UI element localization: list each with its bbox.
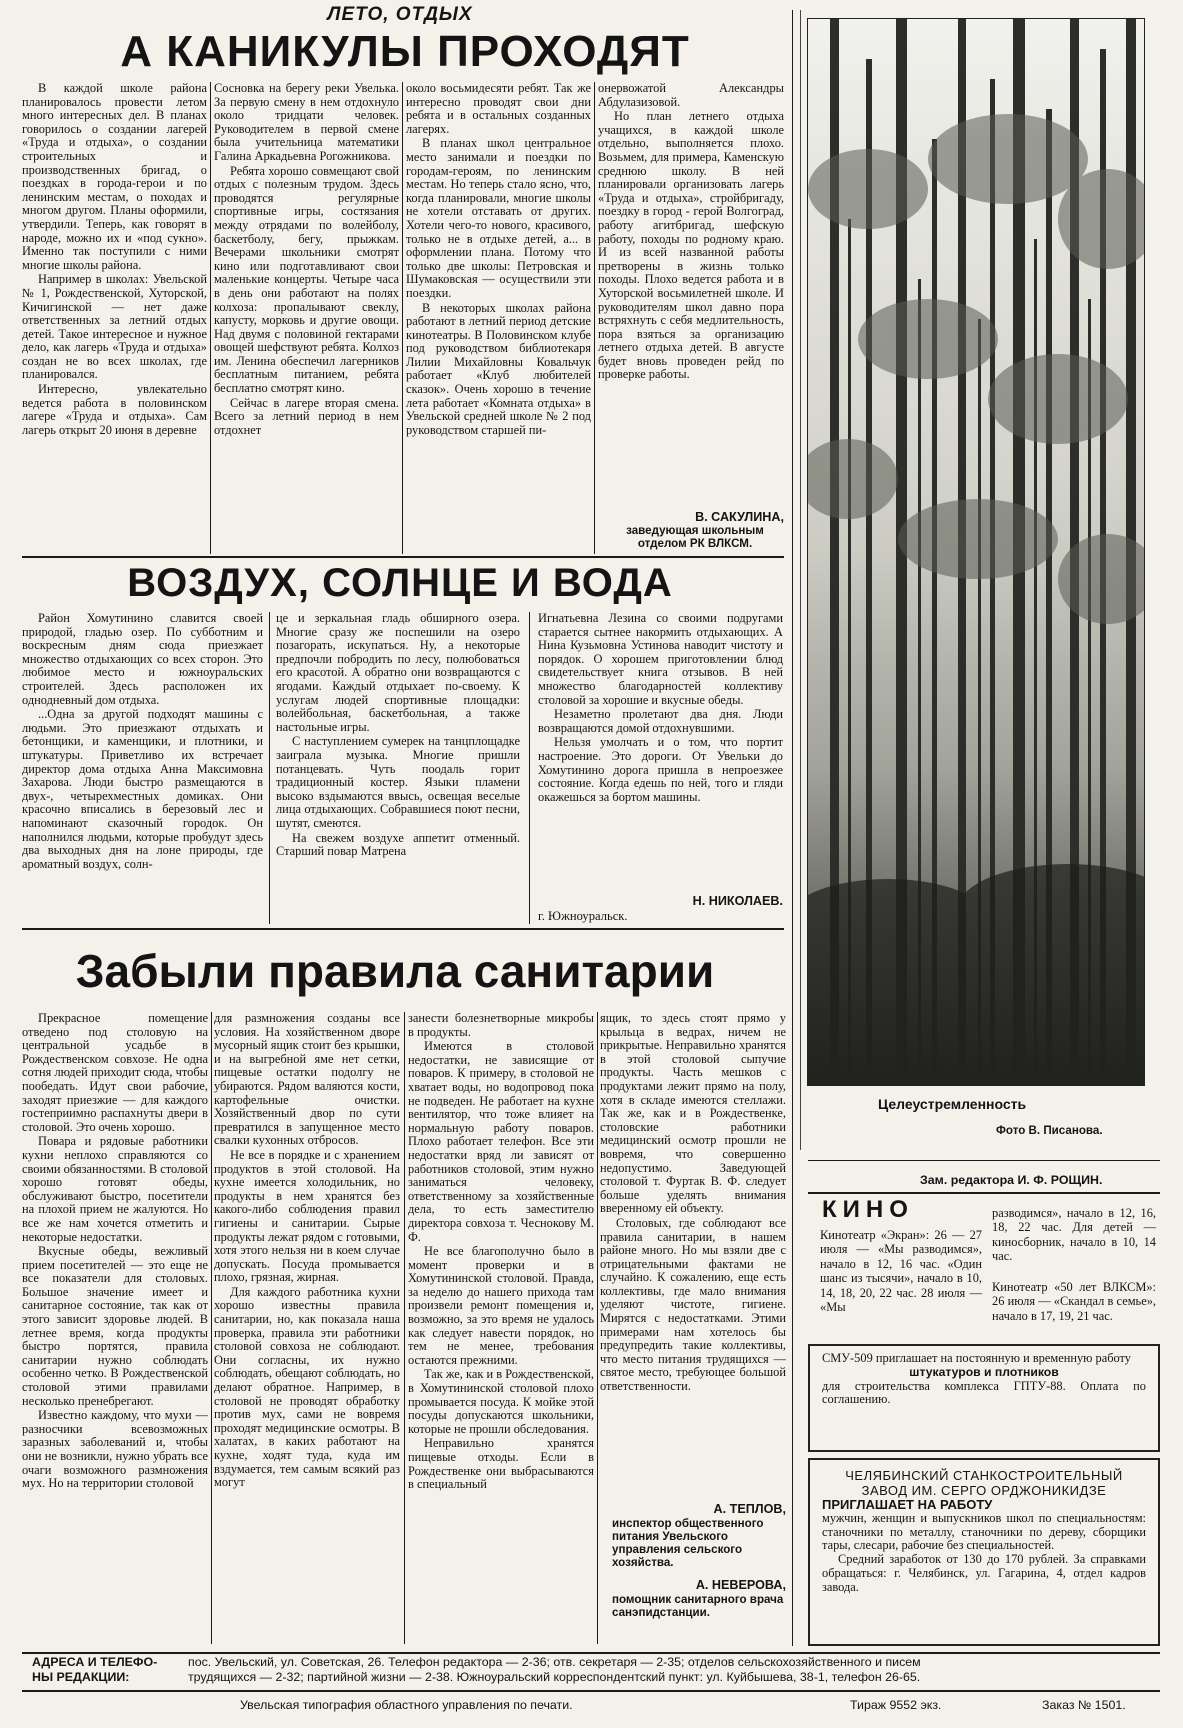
article1-column-3 bbox=[406, 82, 591, 554]
article3-paragraph: ящик, то здесь стоят прямо у крыльца в ведрах, ничем не прикрытые. Неправильно хранятся в этой столовой сыпучие продукты. Часть мешков с продуктами лежит прямо на полу, хотя в складе имеются стеллажи. Так же, как и в Рождественке, столовские работники медицинский осмотр прошли не вовремя, что совершенно недопустимо. Заведующей столовой т. Фуртак В. Ф. следует больше уделять внимания вверенному ей объекту. bbox=[600, 1012, 786, 1216]
article3-column-1 bbox=[22, 1012, 208, 1644]
footer-label-1: АДРЕСА И ТЕЛЕФО- bbox=[32, 1655, 158, 1669]
article2-author: Н. НИКОЛАЕВ. bbox=[692, 894, 783, 908]
article1-column-4 bbox=[598, 82, 784, 512]
photo-caption: Целеустремленность bbox=[878, 1096, 1027, 1112]
article3-paragraph: Прекрасное помещение отведено под столовую на центральной усадьбе в Рождественском совхозе. Не одна сотня людей приходит сюда, чтобы пообедать. Идут свои рабочие, заходят приезжие — для каждого гостеприимно распахнуты двери в столовой. Это очень хорошо. bbox=[22, 1012, 208, 1134]
article2-paragraph: Район Хомутинино славится своей природой, гладью озер. По субботним и воскресным дням сюда приезжает множество отдыхающих со всех сторон. Это любимое место и южноуральских строителей. Здесь расположен их однодневный дом отдыха. bbox=[22, 612, 263, 707]
column-divider bbox=[269, 612, 270, 924]
article1-author-title: заведующая школьным отделом РК ВЛКСМ. bbox=[626, 524, 764, 550]
footer-label-2: НЫ РЕДАКЦИИ: bbox=[32, 1670, 130, 1684]
article1-column-2 bbox=[214, 82, 399, 554]
article1-author: В. САКУЛИНА, bbox=[695, 510, 784, 524]
cinema-col1: Кинотеатр «Экран»: 26 — 27 июля — «Мы разводимся», начало в 12, 16 час. «Один шанс из тысячи», начало в 10, 14, 18, 20, 22 час. 28 июля — «Мы bbox=[820, 1228, 982, 1315]
article3-column-4 bbox=[600, 1012, 786, 1496]
column-divider bbox=[211, 1012, 212, 1644]
article1-paragraph: В каждой школе района планировалось провести летом много интересных дел. В планах говорилось о создании лагерей «Труда и отдыха», о создании строительных и производственных бригад, о поездках в города-герои и по ленинским местам, о походах и многом другом. Планы оформили, утвердили. Теперь, как говорят в народе, можно их и «под сукно». Именно так поступили с ними многие школы района. bbox=[22, 82, 207, 272]
article3-paragraph: Известно каждому, что мухи — разносчики всевозможных заразных заболеваний и, чтобы они не возникли, нужно убрать все очаги возможного размножения мух. Но на территории столовой bbox=[22, 1408, 208, 1491]
deputy-editor: Зам. редактора И. Ф. РОЩИН. bbox=[920, 1173, 1103, 1187]
article2-paragraph: ...Одна за другой подходят машины с людьми. Это приезжают отдыхать и бетонщики, и каменщики, и плотники, и штукатуры. Приветливо их встречает директор дома отдыха Анна Максимовна Захарова. Люди быстро размещаются в двух-, четырехместных домиках. Они красочно вписались в березовый лес и напоминают сказочный городок. Он наполнился людьми, которые пробудут здесь два выходных дня на лоне природы, где ароматный воздух, солн- bbox=[22, 707, 263, 871]
article3-author-2: А. НЕВЕРОВА, bbox=[695, 1578, 786, 1592]
article2-paragraph: На свежем воздухе аппетит отменный. Старший повар Матрена bbox=[276, 830, 520, 859]
article3-paragraph: Вкусные обеды, вежливый прием посетителей — это еще не все показатели для столовых. Большое значение имеет и санитарное состояние, так как от этого зависит здоровье людей. В летнее время, когда продукты быстро портятся, правила санитарии нужно соблюдать особенно четко. В Рождественской столовой этими правилами несколько пренебрегают. bbox=[22, 1244, 208, 1408]
article3-author-1-title: инспектор общественного питания Увельского управления сельского хозяйства. bbox=[612, 1517, 764, 1569]
article2-bottom-rule bbox=[22, 928, 784, 930]
article2-column-3 bbox=[538, 612, 783, 894]
article3-paragraph: Неправильно хранятся пищевые отходы. Если в Рождественке они выбрасываются в специальный bbox=[408, 1436, 594, 1492]
footer-circulation: Тираж 9552 экз. bbox=[850, 1698, 942, 1712]
article3-paragraph: занести болезнетворные микробы в продукты. bbox=[408, 1012, 594, 1039]
deputy-editor-rule bbox=[808, 1160, 1160, 1161]
photo-box-frame bbox=[800, 10, 801, 1150]
section-label: ЛЕТО, ОТДЫХ bbox=[327, 4, 473, 25]
article2-paragraph: Незаметно пролетают два дня. Люди возвращаются домой отдохнувшими. bbox=[538, 707, 783, 735]
photo-credit: Фото В. Писанова. bbox=[996, 1124, 1103, 1137]
column-divider bbox=[594, 82, 595, 554]
cinema-col2b: Кинотеатр «50 лет ВЛКСМ»: 26 июля — «Скандал в семье», начало в 17, 19, 21 час. bbox=[992, 1280, 1156, 1323]
article2-paragraph: це и зеркальная гладь обширного озера. Многие сразу же поспешили на озеро позагорать, искупаться. Ну, а некоторые предпочли побродить по лесу, полюбоваться его красотой. А обратно они возвращаются с ягодами. Каждый отдыхает по-своему. К услугам людей спортивные площадки: волейбольная, баскетбольная, а также настольные игры. bbox=[276, 612, 520, 734]
article1-paragraph: онервожатой Александры Абдулазизовой. bbox=[598, 82, 784, 109]
ad-chelyabinsk-plant bbox=[808, 1458, 1160, 1646]
forest-photo bbox=[807, 18, 1145, 1086]
article3-paragraph: Так же, как и в Рождественской, в Хомутининской столовой плохо промывается посуда. К мойке этой посуды допускаются школьники, которые не прошли обследования. bbox=[408, 1367, 594, 1436]
article3-column-3 bbox=[408, 1012, 594, 1644]
article2-paragraph: Нельзя умолчать и о том, что портит настроение. Это дороги. От Увельки до Хомутинино дорога пришла в непроезжее состояние. Когда едешь по ней, того и гляди окажешься за бортом машины. bbox=[538, 735, 783, 804]
ad-plant-invite: ПРИГЛАШАЕТ НА РАБОТУ bbox=[822, 1497, 993, 1512]
article3-paragraph: Имеются в столовой недостатки, не зависящие от поваров. К примеру, в столовой не хватает воды, но водопровод пока не подведен. Не работает на кухне вентилятор, что тоже влияет на нормальную работу поваров. Плохо работает телефон. Все эти недостатки вряд ли зависят от работников столовой, этим нужно заниматься человеку, ответственному за хозяйственные дела, то есть заместителю директора совхоза т. Чеснокову М. Ф. bbox=[408, 1039, 594, 1244]
article1-paragraph: Например в школах: Увельской № 1, Рождественской, Хуторской, Кичигинской — нет даже ответственных за летний отдых детей. Такое интересное и нужное дело, как лагерь «Труда и отдыха» создан не во всех школах, где планировался. bbox=[22, 272, 207, 382]
column-divider bbox=[404, 1012, 405, 1644]
column-divider bbox=[529, 612, 530, 924]
deputy-editor-rule-bottom bbox=[808, 1192, 1160, 1194]
article3-paragraph: Не все в порядке и с хранением продуктов в этой столовой. На кухне имеется холодильник, но продукты в нем хранятся без какого-либо соблюдения правил гигиены и санитарии. Сырые продукты лежат рядом с готовыми, хотя этого нельзя ни в коем случае допускать. Посуда промывается плохо, грязная, жирная. bbox=[214, 1147, 400, 1285]
article1-column-1 bbox=[22, 82, 207, 554]
article3-paragraph: для размножения созданы все условия. На хозяйственном дворе мусорный ящик стоит без крышки, и на выгребной яме нет сетки, пищевые остатки подолгу не убираются. Рядом валяются кости, картофельные очистки. Хозяйственный двор по сути превратился в запущенное место свалки кухонных отбросов. bbox=[214, 1012, 400, 1148]
article2-place: г. Южноуральск. bbox=[538, 909, 628, 923]
footer-rule-mid bbox=[22, 1690, 1160, 1692]
article1-paragraph: В некоторых школах района работают в летний период детские кинотеатры. В Половинском клубе под руководством библиотекаря Лилии Михайловны Ковальчук работает «Клуб любителей сказок». Очень хорошо в течение лета работает «Комната отдыха» в Увельской средней школе № 2 под руководством старшей пи- bbox=[406, 300, 591, 437]
column-divider bbox=[402, 82, 403, 554]
article1-paragraph: Но план летнего отдыха учащихся, в каждой школе отдельно, выполняется плохо. Возьмем, для примера, Каменскую среднюю школу. В ней планировали организовать лагерь «Труда и отдыха», стройбригаду, поездку в город - герой Волгоград, работу агитбригад, шефскую работу, походы по родному краю. И из всей названной работы претворены в жизнь только походы. Плохо ведется работа и в Хуторской восьмилетней школе. И руководителям школ давно пора встряхнуть с себя медлительность, пора взяться за организацию летнего отдыха детей. В августе будет вновь проведен рейд по проверке работы. bbox=[598, 109, 784, 382]
right-column-divider bbox=[792, 10, 793, 1646]
article1-paragraph: Интересно, увлекательно ведется работа в половинском лагере «Труда и отдыха». Сам лагерь открыт 20 июня в деревне bbox=[22, 382, 207, 437]
footer-rule-top bbox=[22, 1652, 1160, 1654]
ad-smu-509 bbox=[808, 1344, 1160, 1452]
footer-order: Заказ № 1501. bbox=[1042, 1698, 1126, 1712]
article3-author-2-title: помощник санитарного врача санэпидстанции. bbox=[612, 1593, 784, 1619]
article2-paragraph: С наступлением сумерек на танцплощадке заиграла музыка. Многие пришли потанцевать. Чуть поодаль горит традиционный костер. Языки пламени высоко вздымаются ввысь, освещая веселые лица отдыхающих. Собравшиеся поют песни, шутят, смеются. bbox=[276, 734, 520, 830]
article2-column-1 bbox=[22, 612, 263, 924]
ad-plant-body2: Средний заработок от 130 до 170 рублей. За справками обращаться: г. Челябинск, ул. Гагарина, 4, отдел кадров завода. bbox=[822, 1552, 1146, 1594]
article3-paragraph: Для каждого работника кухни хорошо известны правила санитарии, но, как показала наша проверка, правила эти работники столовой совхоза не соблюдают. Они согласны, их нужно соблюдать, обещают соблюдать, но делают обратное. Например, в столовой не проводят обработку против мух, сами не вовремя проходят медицинские осмотры. В халатах, в каких работают на кухне, ходят туда, куда им вздумается, тем самым всякий раз могут bbox=[214, 1284, 400, 1490]
article3-headline: Забыли правила санитарии bbox=[75, 945, 715, 997]
footer-address-line-1: пос. Увельский, ул. Советская, 26. Телефон редактора — 2-36; отв. секретаря — 2-35; отделов сельскохозяйственного и писем bbox=[188, 1655, 921, 1669]
article1-paragraph: Ребята хорошо совмещают свой отдых с полезным трудом. Здесь проводятся регулярные спортивные игры, состязания между отрядами по волейболу, баскетболу, бегу, прыжкам. Вечерами школьники смотрят кино или подготавливают свои маленькие концерты. Четыре часа в день они работают на полях колхоза: пропалывают свеклу, капусту, морковь и другие овощи. Над двумя с половиной гектарами овощей шефствуют ребята. Колхоз им. Ленина обеспечил лагерников бесплатным питанием, ребята бесплатно смотрят кино. bbox=[214, 163, 399, 396]
article2-paragraph: Игнатьевна Лезина со своими подругами старается сытнее накормить отдыхающих. А Нина Кузьмовна Устинова наводит чистоту и порядок. О хорошем приготовлении блюд свидетельствует книга отзывов. В ней множество благодарностей коллективу столовой за хорошие и вкусные обеды. bbox=[538, 612, 783, 707]
article3-paragraph: Столовых, где соблюдают все правила санитарии, в нашем районе много. Но мы взяли две с отрицательными фактами не случайно. К сожалению, еще есть коллективы, где мало внимания уделяют чистоте, гигиене. Мирятся с недостатками. Этими примерами нам хотелось бы предупредить такие коллективы, что место питания трудящихся — святое место, требующее большой ответственности. bbox=[600, 1215, 786, 1394]
article1-paragraph: около восьмидесяти ребят. Так же интересно проводят свои дни ребята и в остальных созданных лагерях. bbox=[406, 82, 591, 136]
article1-paragraph: В планах школ центральное место занимали и поездки по городам-героям, по ленинским местам. Но теперь стало ясно, что, когда планировали, многие школы не хотели отставать от других. Хотели чего-то нового, красивого, только не в отдыхе детей, а... в оформлении плана. Потому что только две школы: Петровская и Шумаковская — осуществили эти поездки. bbox=[406, 136, 591, 300]
footer-printer: Увельская типография областного управления по печати. bbox=[240, 1698, 573, 1712]
cinema-title: КИНО bbox=[822, 1196, 914, 1223]
ad-smu-rest: для строительства комплекса ГПТУ-88. Оплата по соглашению. bbox=[822, 1378, 1146, 1407]
article3-author-1: А. ТЕПЛОВ, bbox=[713, 1502, 786, 1516]
column-divider bbox=[597, 1012, 598, 1644]
article1-paragraph: Сосновка на берегу реки Увелька. За первую смену в нем отдохнуло около тридцати человек. Руководителем в первой смене была учительница математики Галина Аркадьевна Рогожникова. bbox=[214, 82, 399, 163]
ad-smu-intro: СМУ-509 приглашает на постоянную и временную работу bbox=[822, 1351, 1131, 1365]
article1-paragraph: Сейчас в лагере вторая смена. Всего за летний период в нем отдохнет bbox=[214, 395, 399, 437]
article2-headline: ВОЗДУХ, СОЛНЦЕ И ВОДА bbox=[127, 561, 673, 605]
cinema-col2a: разводимся», начало в 12, 16, 18, 22 час. Для детей — киносборник, начало в 10, 14 час. bbox=[992, 1206, 1156, 1264]
article3-paragraph: Не все благополучно было в момент проверки и в Хомутининской столовой. Правда, за неделю до нашего прихода там произвели ремонт помещения и, возможно, за это время не удалось как следует навести порядок, но тем не менее, требования остаются прежними. bbox=[408, 1244, 594, 1367]
forest-trees-graphic bbox=[808, 19, 1145, 1086]
article3-column-2 bbox=[214, 1012, 400, 1644]
column-divider bbox=[210, 82, 211, 554]
ad-smu-bold: штукатуров и плотников bbox=[909, 1364, 1059, 1379]
footer-address-line-2: трудящихся — 2-32; партийной жизни — 2-38. Южноуральский корреспондентский пункт: ул. Куйбышева, 38-1, телефон 26-65. bbox=[188, 1670, 921, 1684]
ad-plant-body1: мужчин, женщин и выпускников школ по специальностям: станочники по металлу, станочники по дереву, сборщики тары, слесари, рабочие без специальностей. bbox=[822, 1510, 1146, 1553]
article3-paragraph: Повара и рядовые работники кухни неплохо справляются со своими обязанностями. В столовой хорошо готовят обеды, обслуживают быстро, посетители на плохой прием не жалуются. Но все же нам хочется отметить и некоторые недостатки. bbox=[22, 1134, 208, 1244]
article1-headline: А КАНИКУЛЫ ПРОХОДЯТ bbox=[120, 27, 690, 76]
article2-column-2 bbox=[276, 612, 520, 924]
ad-plant-title: ЧЕЛЯБИНСКИЙ СТАНКОСТРОИТЕЛЬНЫЙ ЗАВОД ИМ. СЕРГО ОРДЖОНИКИДЗЕ bbox=[845, 1468, 1123, 1498]
